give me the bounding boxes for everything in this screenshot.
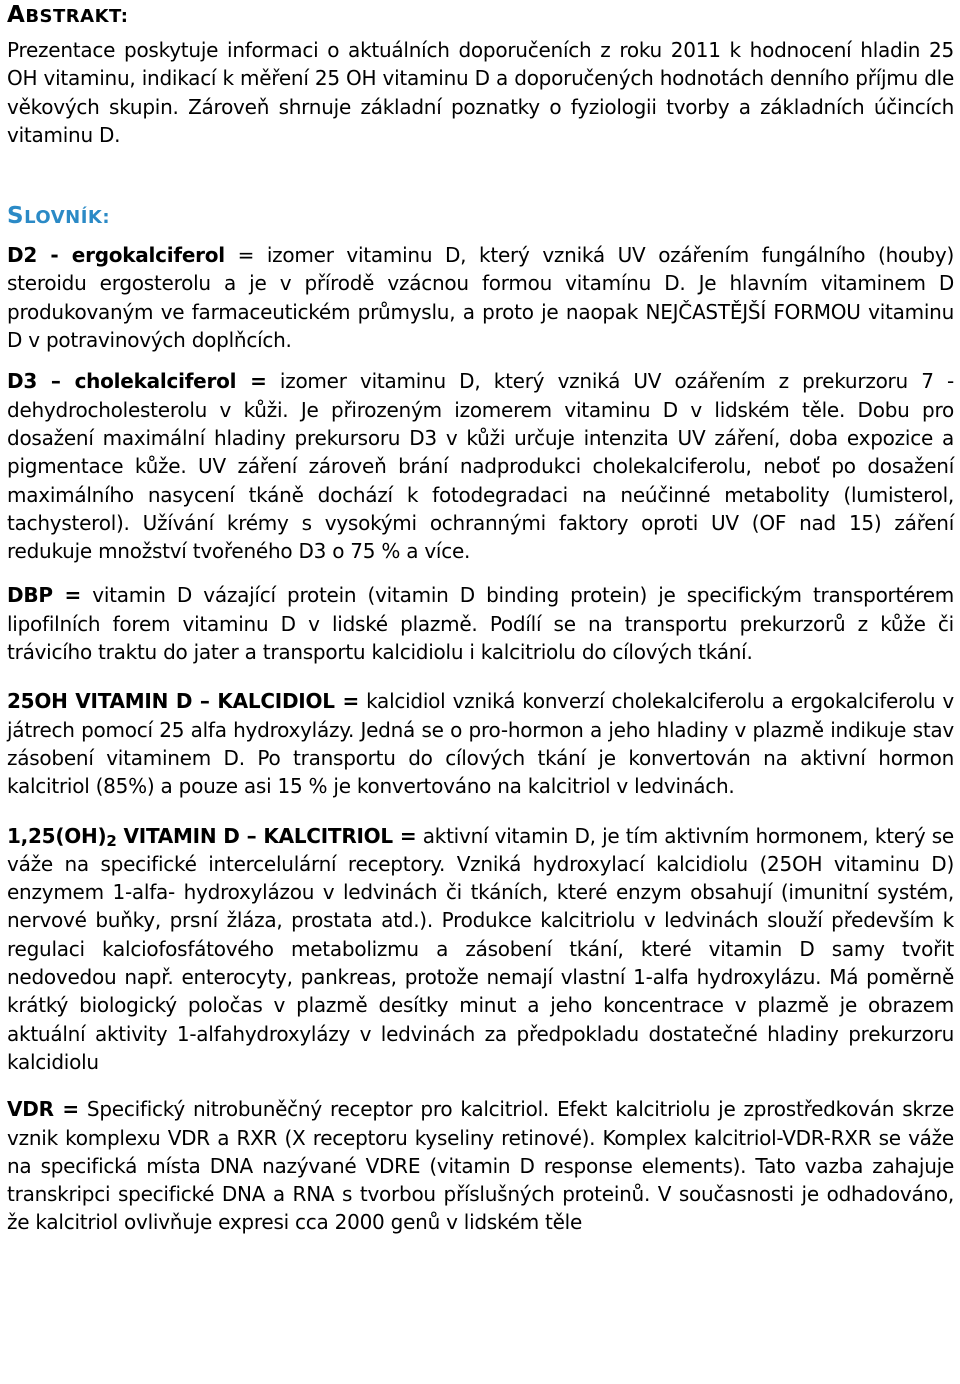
glossary-entry-d3	[7, 367, 954, 565]
glossary-entry-d2	[7, 241, 954, 354]
glossary-definition-d2: = izomer vitaminu D, který vzniká UV ozářením fungálního (houby) steroidu ergosterolu a je v přírodě vzácnou formou vitamínu D. Je hlavním vitaminem D produkovaným ve farmaceutickém průmyslu, a proto je naopak NEJČASTĚJŠÍ FORMOU vitaminu D v potravinových doplňcích.	[7, 243, 954, 353]
glossary-term-kalcitriol	[7, 824, 416, 848]
abstract-heading	[7, 0, 954, 32]
abstract-heading-initial: A	[7, 2, 26, 28]
glossary-heading-initial: S	[7, 203, 25, 230]
glossary-entry-vdr	[7, 1095, 954, 1236]
glossary-entry-kalcitriol	[7, 822, 954, 1077]
glossary-term-dbp: DBP =	[7, 583, 82, 608]
glossary-definition-d3: izomer vitaminu D, který vzniká UV ozářením z prekurzoru 7 - dehydrocholesterolu v kůži. Je přirozeným izomerem vitaminu D v lidském těle. Dobu pro dosažení maximální hladiny prekursoru D3 v kůži určuje intenzita UV záření, doba expozice a pigmentace kůže. UV záření zároveň brání nadprodukci cholekalciferolu, neboť po dosažení maximálního nasycení tkáně dochází k fotodegradaci na neúčinné metabolity (lumisterol, tachysterol). Užívání krémy s vysokými ochrannými faktory oproti UV (OF nad 15) záření redukuje množství tvořeného D3 o 75 % a více.	[7, 369, 955, 564]
glossary-definition-dbp: vitamin D vázající protein (vitamin D binding protein) je specifickým transportérem lipofilních forem vitaminu D v lidské plazmě. Podílí se na transportu prekurzorů z kůže či trávicího traktu do jater a transportu kalcidiolu i kalcitriolu do cílových tkání.	[7, 583, 954, 665]
abstract-text: Prezentace poskytuje informaci o aktuálních doporučeních z roku 2011 k hodnocení hladin 25 OH vitaminu, indikací k měření 25 OH vitaminu D a doporučených hodnotách denního příjmu dle věkových skupin. Zároveň shrnuje základní poznatky o fyziologii tvorby a základních účincích vitaminu D.	[7, 38, 954, 147]
glossary-term-kalcitriol-subscript: 2	[106, 831, 117, 850]
glossary-entry-dbp	[7, 581, 954, 666]
glossary-term-d3: D3 – cholekalciferol =	[7, 369, 267, 394]
glossary-definition-kalcitriol: aktivní vitamin D, je tím aktivním hormonem, který se váže na specifické intercelulární receptory. Vzniká hydroxylací kalcidiolu (25OH vitaminu D) enzymem 1-alfa- hydroxylázou v ledvinách či tkáních, které enzym obsahují (imunitní systém, nervové buňky, prsní žláza, prostata atd.). Produkce kalcitriolu v ledvinách slouží především k regulaci kalciofosfátového metabolizmu a zásobení tkání, které vitamin D samy tvořit nedovedou např. enterocyty, pankreas, protože nemají vlastní 1-alfa hydroxylázu. Má poměrně krátký biologický poločas v plazmě desítky minut a jeho koncentrace v plazmě je obrazem aktuální aktivity 1-alfahydroxylázy v ledvinách za předpokladu dostatečné hladiny prekurzoru kalcidiolu	[7, 823, 954, 1074]
glossary-term-d2: D2 - ergokalciferol	[7, 243, 225, 268]
glossary-term-vdr: VDR =	[7, 1097, 79, 1122]
glossary-term-kalcidiol: 25OH VITAMIN D – KALCIDIOL =	[7, 689, 359, 714]
abstract-heading-rest: BSTRAKT:	[25, 6, 129, 27]
glossary-term-kalcitriol-suffix: VITAMIN D – KALCITRIOL =	[116, 823, 417, 848]
glossary-entry-kalcidiol	[7, 687, 954, 800]
glossary-term-kalcitriol-prefix: 1,25(OH)	[7, 823, 107, 848]
glossary-definition-kalcidiol: kalcidiol vzniká konverzí cholekalciferolu a ergokalciferolu v játrech pomocí 25 alfa hydroxylázy. Jedná se o pro-hormon a jeho hladiny v plazmě indikuje stav zásobení vitaminem D. Po transportu do cílových tkání je konvertován na aktivní hormon kalcitriol (85%) a pouze asi 15 % je konvertováno na kalcitriol v ledvinách.	[7, 689, 954, 799]
glossary-heading-rest: LOVNÍK:	[24, 207, 111, 229]
glossary-definition-vdr: Specifický nitrobuněčný receptor pro kalcitriol. Efekt kalcitriolu je zprostředkován skrze vznik komplexu VDR a RXR (X receptoru kyseliny retinové). Komplex kalcitriol-VDR-RXR se váže na specifická místa DNA nazývané VDRE (vitamin D response elements). Tato vazba zahajuje transkripci specifické DNA a RNA s tvorbou příslušných proteinů. V současnosti je odhadováno, že kalcitriol ovlivňuje expresi cca 2000 genů v lidském těle	[7, 1097, 954, 1235]
glossary-heading	[7, 201, 954, 233]
